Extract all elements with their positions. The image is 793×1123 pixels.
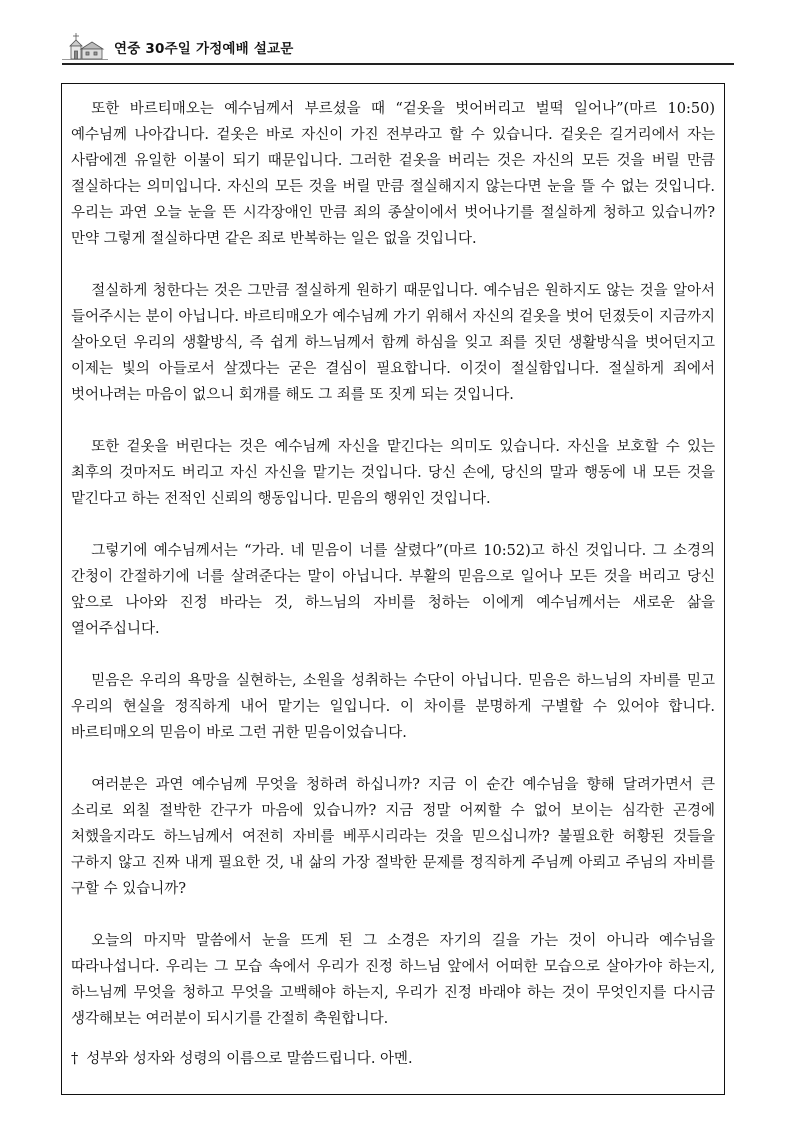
sermon-paragraph-7: 오늘의 마지막 말씀에서 눈을 뜨게 된 그 소경은 자기의 길을 가는 것이 아니라 예수님을 따라나섭니다. 우리는 그 모습 속에서 우리가 진정 하느님 앞에서 어떠한 모습으로 살아가야 하는지, 하느님께 무엇을 청하고 무엇을 고백해야 하는지, 우리가 진정 바래야 하는 것이 무엇인지를 다시금 생각해보는 여러분이 되시기를 간절히 축원합니다. xyxy=(71,933,715,1027)
sermon-text-box xyxy=(61,83,725,1095)
sermon-paragraph-5: 믿음은 우리의 욕망을 실현하는, 소원을 성취하는 수단이 아닙니다. 믿음은 하느님의 자비를 믿고 우리의 현실을 정직하게 내어 맡기는 일입니다. 이 차이를 분명하게 구별할 수 있어야 합니다. 바르티매오의 믿음이 바로 그런 귀한 믿음이었습니다. xyxy=(71,673,715,741)
closing-text: 성부와 성자와 성령의 이름으로 말씀드립니다. 아멘. xyxy=(86,1051,413,1067)
page-header xyxy=(62,30,734,60)
sermon-paragraph-1: 또한 바르티매오는 예수님께서 부르셨을 때 “겉옷을 벗어버리고 벌떡 일어나”(마르 10:50) 예수님께 나아갑니다. 겉옷은 바로 자신이 가진 전부라고 할 수 있습니다. 겉옷은 길거리에서 자는 사람에겐 유일한 이불이 되기 때문입니다. 그러한 겉옷을 버리는 것은 자신의 모든 것을 버릴 만큼 절실하다는 의미입니다. 자신의 모든 것을 버릴 만큼 절실해지지 않는다면 눈을 뜰 수 없는 것입니다. 우리는 과연 오늘 눈을 뜬 시각장애인 만큼 죄의 종살이에서 벗어나기를 절실하게 청하고 있습니까? 만약 그렇게 절실하다면 같은 죄로 반복하는 일은 없을 것입니다. xyxy=(71,101,715,247)
sermon-paragraph-2: 절실하게 청한다는 것은 그만큼 절실하게 원하기 때문입니다. 예수님은 원하지도 않는 것을 알아서 들어주시는 분이 아닙니다. 바르티매오가 예수님께 가기 위해서 자신의 겉옷을 벗어 던졌듯이 지금까지 살아오던 우리의 생활방식, 즉 쉽게 하느님께서 함께 하심을 잊고 죄를 짓던 생활방식을 벗어던지고 이제는 빛의 아들로서 살겠다는 굳은 결심이 필요합니다. 이것이 절실함입니다. 절실하게 죄에서 벗어나려는 마음이 없으니 회개를 해도 그 죄를 또 짓게 되는 것입니다. xyxy=(71,283,715,403)
church-icon xyxy=(62,32,108,60)
document-title: 연중 30주일 가정예배 설교문 xyxy=(114,41,294,57)
closing-blessing xyxy=(71,1046,715,1072)
sermon-paragraph-6: 여러분은 과연 예수님께 무엇을 청하려 하십니까? 지금 이 순간 예수님을 향해 달려가면서 큰 소리로 외칠 절박한 간구가 마음에 있습니까? 지금 정말 어찌할 수 없어 보이는 심각한 곤경에 처했을지라도 하느님께서 여전히 자비를 베푸시리라는 것을 믿으십니까? 불필요한 허황된 것들을 구하지 않고 진짜 내게 필요한 것, 내 삶의 가장 절박한 문제를 정직하게 주님께 아뢰고 주님의 자비를 구할 수 있습니까? xyxy=(71,777,715,897)
sermon-paragraph-4: 그렇기에 예수님께서는 “가라. 네 믿음이 너를 살렸다”(마르 10:52)고 하신 것입니다. 그 소경의 간청이 간절하기에 너를 살려준다는 말이 아닙니다. 부활의 믿음으로 일어나 모든 것을 버리고 당신 앞으로 나아와 진정 바라는 것, 하느님의 자비를 청하는 이에게 예수님께서는 새로운 삶을 열어주십니다. xyxy=(71,543,715,637)
sermon-paragraph-3: 또한 겉옷을 버린다는 것은 예수님께 자신을 맡긴다는 의미도 있습니다. 자신을 보호할 수 있는 최후의 것마저도 버리고 자신 자신을 맡기는 것입니다. 당신 손에, 당신의 말과 행동에 내 모든 것을 맡긴다고 하는 전적인 신뢰의 행동입니다. 믿음의 행위인 것입니다. xyxy=(71,439,715,507)
header-divider xyxy=(62,63,734,65)
cross-icon: † xyxy=(71,1051,79,1067)
